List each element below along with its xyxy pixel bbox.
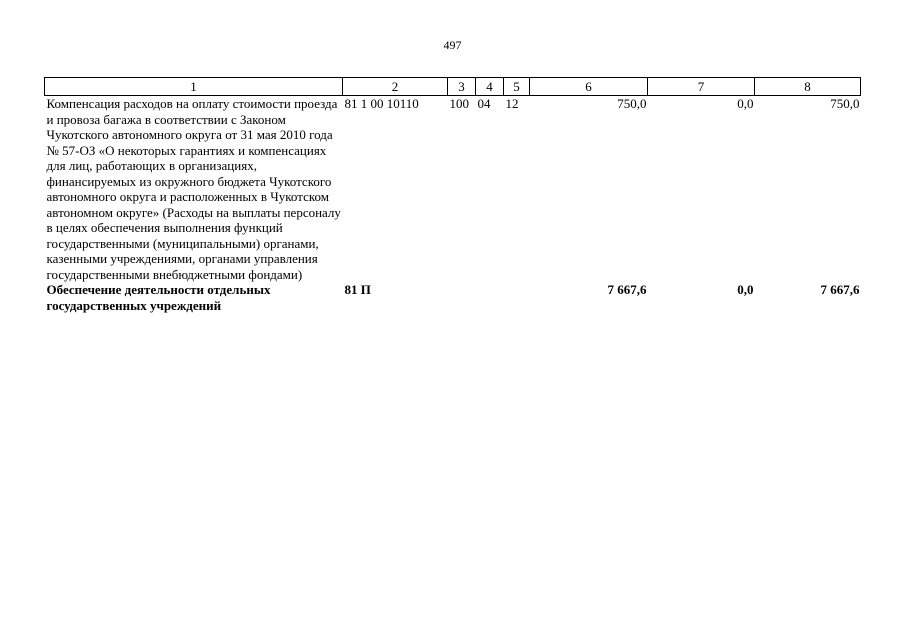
table-row xyxy=(45,282,861,313)
row-col-3 xyxy=(448,282,476,313)
row-col-8: 750,0 xyxy=(830,96,860,111)
row-col-7: 0,0 xyxy=(737,96,754,111)
row-name: Компенсация расходов на оплату стоимости проезда и провоза багажа в соответствии с Законом Чукотского автономного округа от 31 мая 2010 года № 57-ОЗ «О некоторых гарантиях и компенсациях для лиц, работающих в организациях, финансируемых из окружного бюджета Чукотского автономного округа и расположенных в Чукотском автономном округе» (Расходы на выплаты персоналу в целях обеспечения выполнения функций государственными (муниципальными) органами, казенными учреждениями, органами управления государственными внебюджетными фондами) xyxy=(46,96,341,282)
row-col-4: 04 xyxy=(477,96,491,111)
header-col-3: 3 xyxy=(448,78,476,96)
row-col-5 xyxy=(504,282,530,313)
table-row xyxy=(45,96,861,283)
row-name: Обеспечение деятельности отдельных государственных учреждений xyxy=(46,282,271,313)
page-number: 497 xyxy=(443,38,462,52)
row-code: 81 1 00 10110 xyxy=(344,96,419,111)
row-col-7: 0,0 xyxy=(737,282,754,297)
header-col-1: 1 xyxy=(45,78,343,96)
header-col-2: 2 xyxy=(343,78,448,96)
header-col-4: 4 xyxy=(476,78,504,96)
header-col-8: 8 xyxy=(755,78,861,96)
budget-table xyxy=(44,77,861,313)
row-col-8: 7 667,6 xyxy=(820,282,860,297)
header-row xyxy=(45,78,861,96)
row-col-6: 7 667,6 xyxy=(607,282,647,297)
header-col-7: 7 xyxy=(648,78,755,96)
table-header xyxy=(45,78,861,96)
header-col-5: 5 xyxy=(504,78,530,96)
row-code: 81 П xyxy=(344,282,371,297)
row-col-5: 12 xyxy=(505,96,519,111)
row-col-3: 100 xyxy=(449,96,469,111)
row-col-6: 750,0 xyxy=(617,96,647,111)
table-body xyxy=(45,96,861,314)
row-col-4 xyxy=(476,282,504,313)
header-col-6: 6 xyxy=(530,78,648,96)
